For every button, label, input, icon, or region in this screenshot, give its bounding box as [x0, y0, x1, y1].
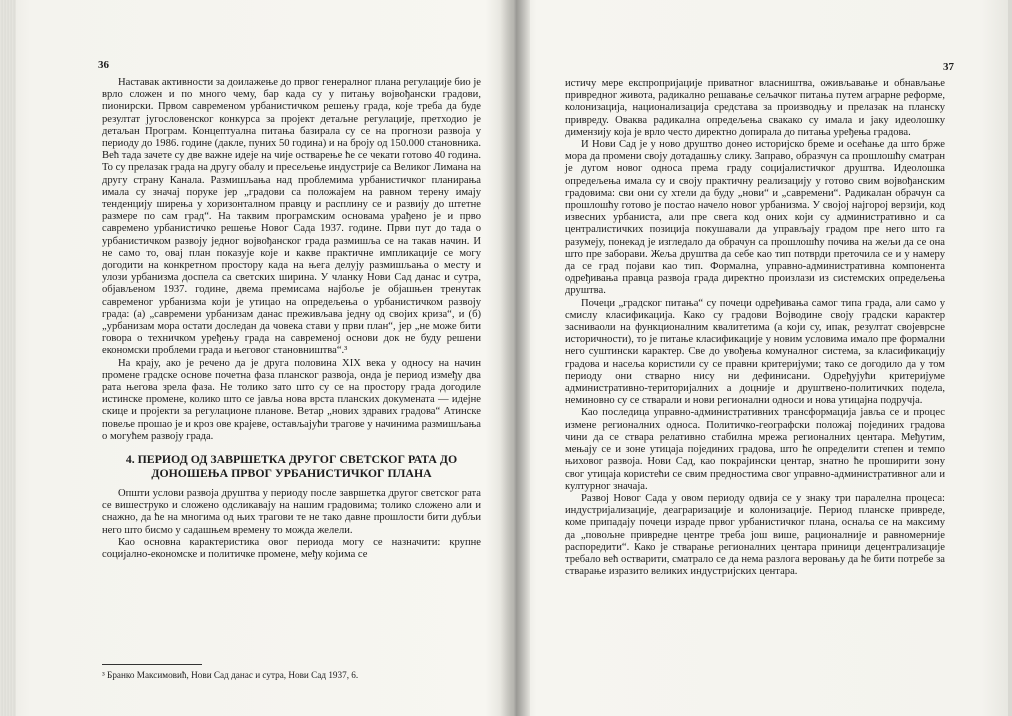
body-paragraph: Развој Новог Сада у овом периоду одвија се у знаку три паралелна процеса: индустријализације, деаграризације и колонизације. Период планске привреде, коме припадају почеци израде првог урбанистичког плана, оснаља се на максиму да „повољне привредне центре треба још више, рационалније и равномерније распоредити“. Како је стварање регионалних центара приници децентрализације требало већ остварити, сматрало се да нема разлога веровању да ће бити потребе за стварање изразито великих индустријских центара.	[565, 492, 945, 578]
page-edges-right	[1008, 0, 1012, 716]
body-paragraph: Наставак активности за доилажење до првог генералног плана регулације био је врло сложен и по много чему, бар када су у питању војвођански градови, пионирски. Првом савременом урбанистичком решењу града, које треба да буде резултат југословенског конкурса за пројект детаљне регулације, претходио је детаљан Програм. Концептуална питања базирала су се на прогнози развоја у периоду до 1986. године (дакле, пуних 50 година) и на броју од 150.000 становника. Већ тада зачете су две важне идеје на чије остварење ће се чекати готово 40 година. То су прелазак града на другу обалу и пресељење индустрије са Великог Лимана на другу страну Канала. Размишљања над проблемима урбанистичког планирања имала су значај поруке јер „градови са положајем на равном терену имају тенденцију ширења у хоризонталном правцу и расплину се и развију до штетне размере по сам град“. На таквим програмским основама урађено је и прво савремено урбанистичко решење Новог Сада 1937. године. Први пут до тада о урбанистичком развоју једног војвођанског града размишља се на такав начин. И не само то, овај план показује које и какве практичне импликације се могу догодити на конкретном простору када на њега делују размишљања о месту и улози урбанизма доспела са светских ширина. У чланку Нови Сад данас и сутра, објављеном 1937. године, двема премисама најбоље је објашњен тренутак савременог урбанизма који је утицао на опредељења о урбанистичком развоју града: (а) „савремени урбанизам данас преживљава једну од својих криза“, и (б) „урбанизам мора остати доследан да човека стави у први план“, јер „не може бити говора о техничком уређењу града на савременој основи док не буду решени економски проблеми града и његовог становништва“.³	[102, 77, 481, 357]
page-number-left: 36	[98, 59, 109, 71]
book-gutter	[500, 0, 530, 716]
section-heading: 4. ПЕРИОД ОД ЗАВРШЕТКА ДРУГОГ СВЕТСКОГ РАТА ДО ДОНОШЕЊА ПРВОГ УРБАНИСТИЧКОГ ПЛАНА	[125, 452, 458, 480]
body-paragraph: Као основна карактеристика овог периода могу се назначити: крупне социјално-економске и политичке промене, међу којима се	[102, 536, 481, 560]
left-page	[16, 0, 500, 716]
page-edges-left	[0, 0, 16, 716]
right-page-body	[565, 78, 945, 578]
footnote: ³ Бранко Максимовић, Нови Сад данас и сутра, Нови Сад 1937, 6.	[102, 670, 359, 680]
body-paragraph: Као последица управно-административних трансформација јавља се и процес измене регионалних односа. Политичко-географски положај појединих градова чини да се ствара релативно стабилна мрежа регионалних центара. Међутим, мењају се и зоне утицаја појединих градова, што ће определити степен и темпо њиховог развоја. Нови Сад, као покрајински центар, знатно ће проширити зону свог утицаја користећи се свим предностима свог управно-административног али и културног значаја.	[565, 407, 945, 492]
right-page	[530, 0, 1008, 716]
body-paragraph: Општи услови развоја друштва у периоду после завршетка другог светског рата се вишеструко и сложено одсликавају на нашим градовима; толико сложено али и снажно, да ће на многима од њих трагови те не тако давне прошлости бити дубљи него што бисмо у садашњем времену то можда желели.	[102, 487, 481, 536]
body-paragraph: И Нови Сад је у ново друштво донео историјско бреме и осећање да што брже мора да промени своју дотадашњу слику. Заправо, образчун са прошлошћу сматран је дугом новог односа према граду социјалистичког друштва. Идеолошка опредељења имала су и своју практичну реализацију у готово свим војвођанским градовима: сви они су хтели да буду „нови“ и „савремени“. Радикалан обрачун са прошлошћу готово је постао начело новог урбанизма. У својој најгорој верзији, код извесних урбаниста, али пре свега код оних који су административно и са централистичких позиција покушавали да управљају градом пре него што га разумеју, понекад је изгледало да обрачун са прошлошћу почива на жељи да се она што пре заборави. Жеља друштва да себе као тип потврди преточила се и у намеру да се град појави као тип. Формална, управно-административна компонента одређивања правца развоја града директно произлази из системских опредељења друштва.	[565, 139, 945, 297]
body-paragraph: истичу мере експропријације приватног власништва, оживљавање и обнављање привредног живота, радикално решавање сељачког питања путем аграрне реформе, колонизација, национализација средстава за производњу и прелазак на планску привреду. Оваква радикална опредељења свакако су имала и јаку идеолошку димензију која је врло често директно допирала до питања уређења градова.	[565, 78, 945, 138]
footnote-rule	[102, 664, 202, 665]
left-page-body	[102, 77, 481, 561]
page-number-right: 37	[943, 61, 954, 73]
body-paragraph: Почеци „градског питања“ су почеци одређивања самог типа града, али само у смислу класификација. Како су градови Војводине своју градски карактер засниваоли на функционалним квалитетима (а који су, ипак, резултат својеврсне историчности), то је питање класификације у новим условима имало пре формални него суштински карактер. Све до увођења комуналног система, за класификацију градова и насеља користили су се правни критеријуми; тако се догодило да у том периоду они стварно нису ни дефинисани. Одређујући критеријуме административно-територијалних а доцније и друштвено-политичких подела, неминовно су се стварали и нови регионални односи и нова утицајна подручја.	[565, 297, 945, 407]
body-paragraph: На крају, ако је речено да је друга половина XIX века у односу на начин промене градске основе почетна фаза планског развоја, онда је период између два рата његова зрела фаза. Не толико зато што су се на простору града догодиле истинске промене, колико што се јавља нова врста планских докумената — идејне скице и пројекти за регулационе планове. Ветар „нових здравих градова“ Атинске повеље прошао је и кроз ове крајеве, остављајући трагове у начинима размишљања о могућем развоју града.	[102, 357, 481, 442]
